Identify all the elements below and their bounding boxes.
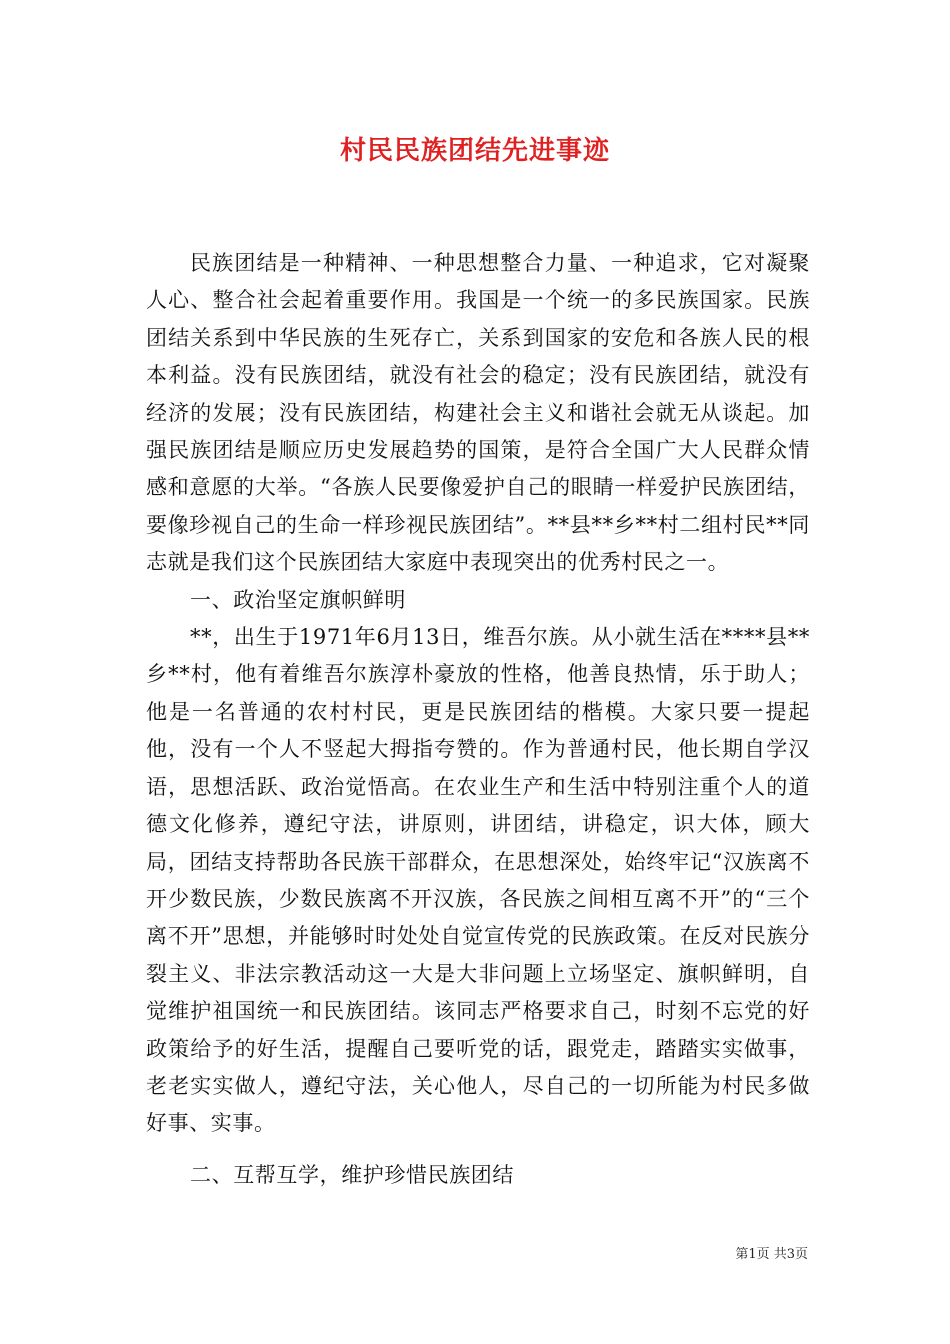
section-heading-2: 二、互帮互学，维护珍惜民族团结 bbox=[190, 1162, 514, 1187]
paragraph-section-1: **，出生于1971年6月13日，维吾尔族。从小就生活在****县**乡**村，他有着维吾尔族淳朴豪放的性格，他善良热情，乐于助人；他是一名普通的农村村民，更是民族团结的楷模。大家只要一提起他，没有一个人不竖起大拇指夸赞的。作为普通村民，他长期自学汉语，思想活跃、政治觉悟高。在农业生产和生活中特别注重个人的道德文化修养，遵纪守法，讲原则，讲团结，讲稳定，识大体，顾大局，团结支持帮助各民族干部群众，在思想深处，始终牢记“汉族离不开少数民族，少数民族离不开汉族，各民族之间相互离不开”的“三个离不开”思想，并能够时时处处自觉宣传党的民族政策。在反对民族分裂主义、非法宗教活动这一大是大非问题上立场坚定、旗帜鲜明，自觉维护祖国统一和民族团结。该同志严格要求自己，时刻不忘党的好政策给予的好生活，提醒自己要听党的话，跟党走，踏踏实实做事，老老实实做人，遵纪守法，关心他人，尽自己的一切所能为村民多做好事、实事。 bbox=[146, 625, 810, 1136]
page-number-indicator: 第1页 共3页 bbox=[735, 1247, 808, 1262]
document-title: 村民民族团结先进事迹 bbox=[339, 136, 610, 166]
section-heading-1: 一、政治坚定旗帜鲜明 bbox=[190, 587, 406, 612]
document-body bbox=[146, 245, 810, 1194]
paragraph-intro: 民族团结是一种精神、一种思想整合力量、一种追求，它对凝聚人心、整合社会起着重要作用。我国是一个统一的多民族国家。民族团结关系到中华民族的生死存亡，关系到国家的安危和各族人民的根本利益。没有民族团结，就没有社会的稳定；没有民族团结，就没有经济的发展；没有民族团结，构建社会主义和谐社会就无从谈起。加强民族团结是顺应历史发展趋势的国策，是符合全国广大人民群众情感和意愿的大举。“各族人民要像爱护自己的眼睛一样爱护民族团结，要像珍视自己的生命一样珍视民族团结”。**县**乡**村二组村民**同志就是我们这个民族团结大家庭中表现突出的优秀村民之一。 bbox=[146, 251, 810, 575]
